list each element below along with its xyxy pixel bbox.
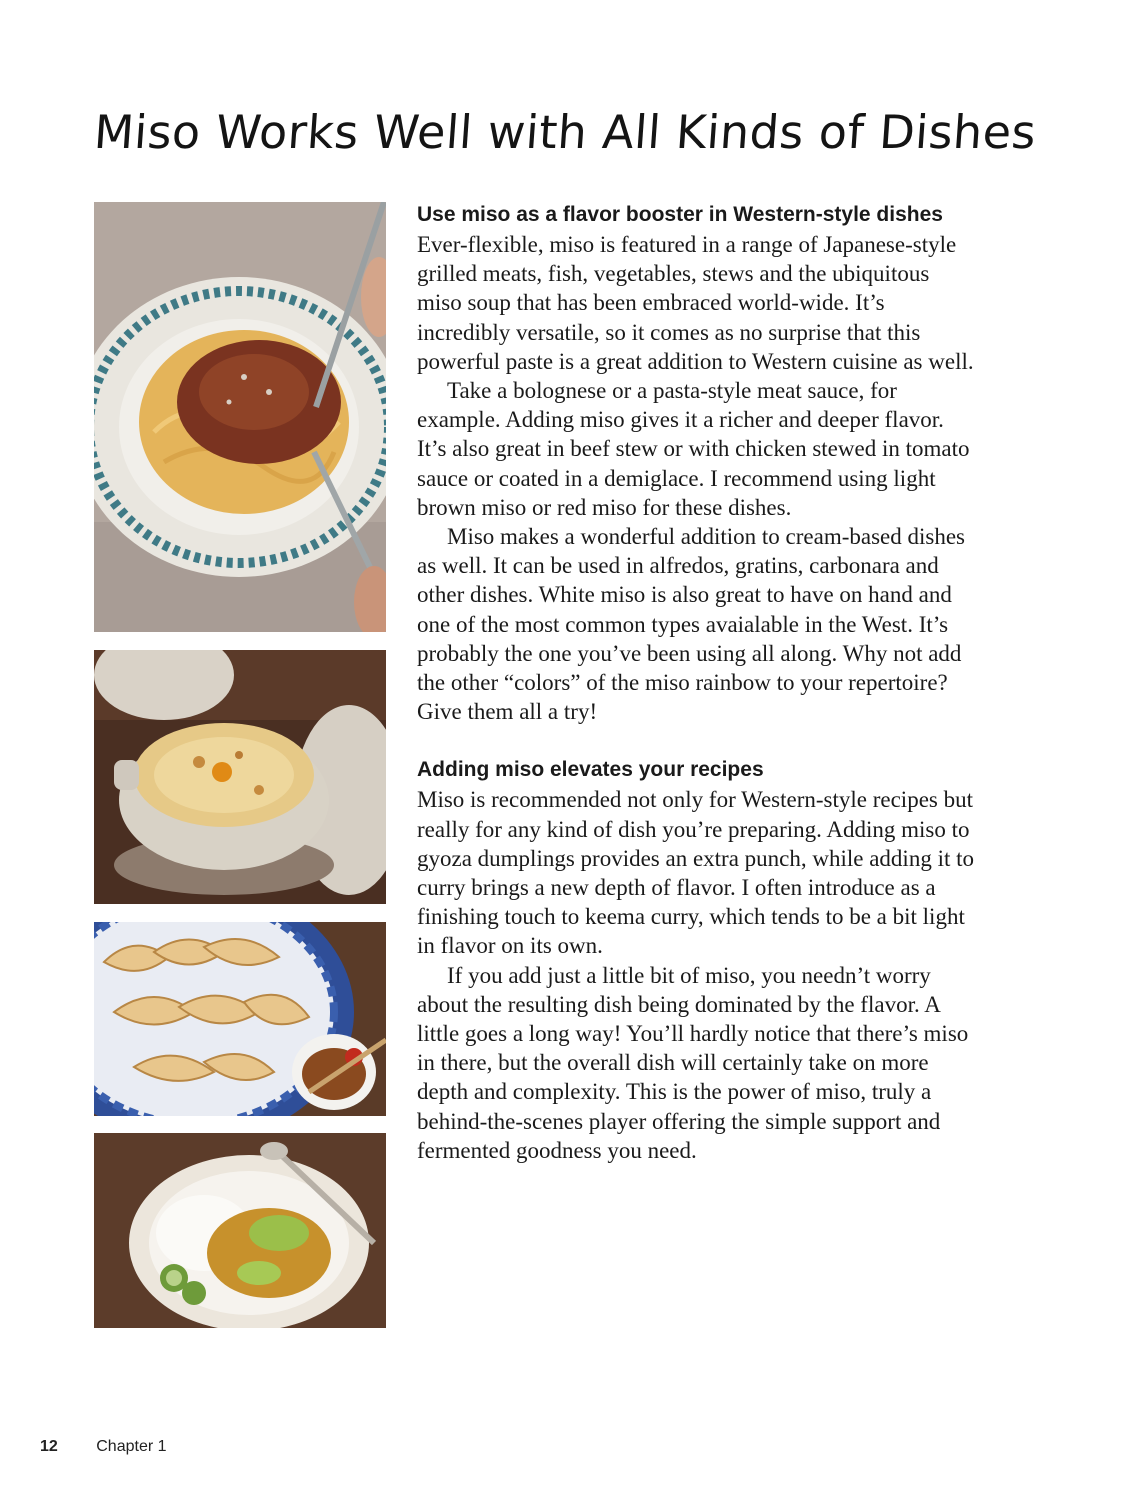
paragraph: Miso is recommended not only for Western-style recipes but really for any kind of dish you’re preparing. Adding miso to gyoza dumplings provides an extra punch, while adding it to curry brings a new depth of flavor. I often introduce as a finishing touch to keema curry, which tends to be a bit light in flavor on its own.	[417, 787, 974, 959]
page-footer	[40, 1437, 167, 1457]
photo-gyoza-dumplings	[94, 922, 386, 1116]
page-title: Miso Works Well with All Kinds of Dishes	[92, 105, 1038, 159]
paragraph: Miso makes a wonderful addition to cream-based dishes as well. It can be used in alfredos, gratins, carbonara and other dishes. White miso is also great to have on hand and one of the most common types avaialable in the West. It’s probably the one you’ve been using all along. Why not add the other “colors” of the miso rainbow to your repertoire? Give them all a try!	[417, 524, 966, 725]
section-heading: Adding miso elevates your recipes	[417, 758, 764, 782]
paragraph: Ever-flexible, miso is featured in a range of Japanese-style grilled meats, fish, vegetables, stews and the ubiquitous miso soup that has been embraced world-wide. It’s incredibly versatile, so it comes as no surprise that this powerful paste is a great addition to Western cuisine as well.	[417, 232, 974, 374]
chapter-label: Chapter 1	[96, 1438, 167, 1455]
photo-miso-gratin	[94, 650, 386, 904]
page-number: 12	[40, 1438, 58, 1455]
section-western-dishes	[417, 200, 977, 726]
section-elevates-recipes	[417, 755, 977, 1165]
photo-keema-curry	[94, 1133, 386, 1328]
paragraph: Take a bolognese or a pasta-style meat sauce, for example. Adding miso gives it a richer and deeper flavor. It’s also great in beef stew or with chicken stewed in tomato sauce or coated in a demiglace. I recommend using light brown miso or red miso for these dishes.	[417, 378, 970, 520]
section-heading: Use miso as a flavor booster in Western-style dishes	[417, 203, 943, 226]
paragraph: If you add just a little bit of miso, you needn’t worry about the resulting dish being dominated by the flavor. A little goes a long way! You’ll hardly notice that there’s miso in there, but the overall dish will certainly take on more depth and complexity. This is the power of miso, truly a behind-the-scenes player offering the simple support and fermented goodness you need.	[417, 962, 969, 1163]
photo-pasta-bolognese	[94, 202, 386, 632]
article-body	[417, 200, 977, 1194]
